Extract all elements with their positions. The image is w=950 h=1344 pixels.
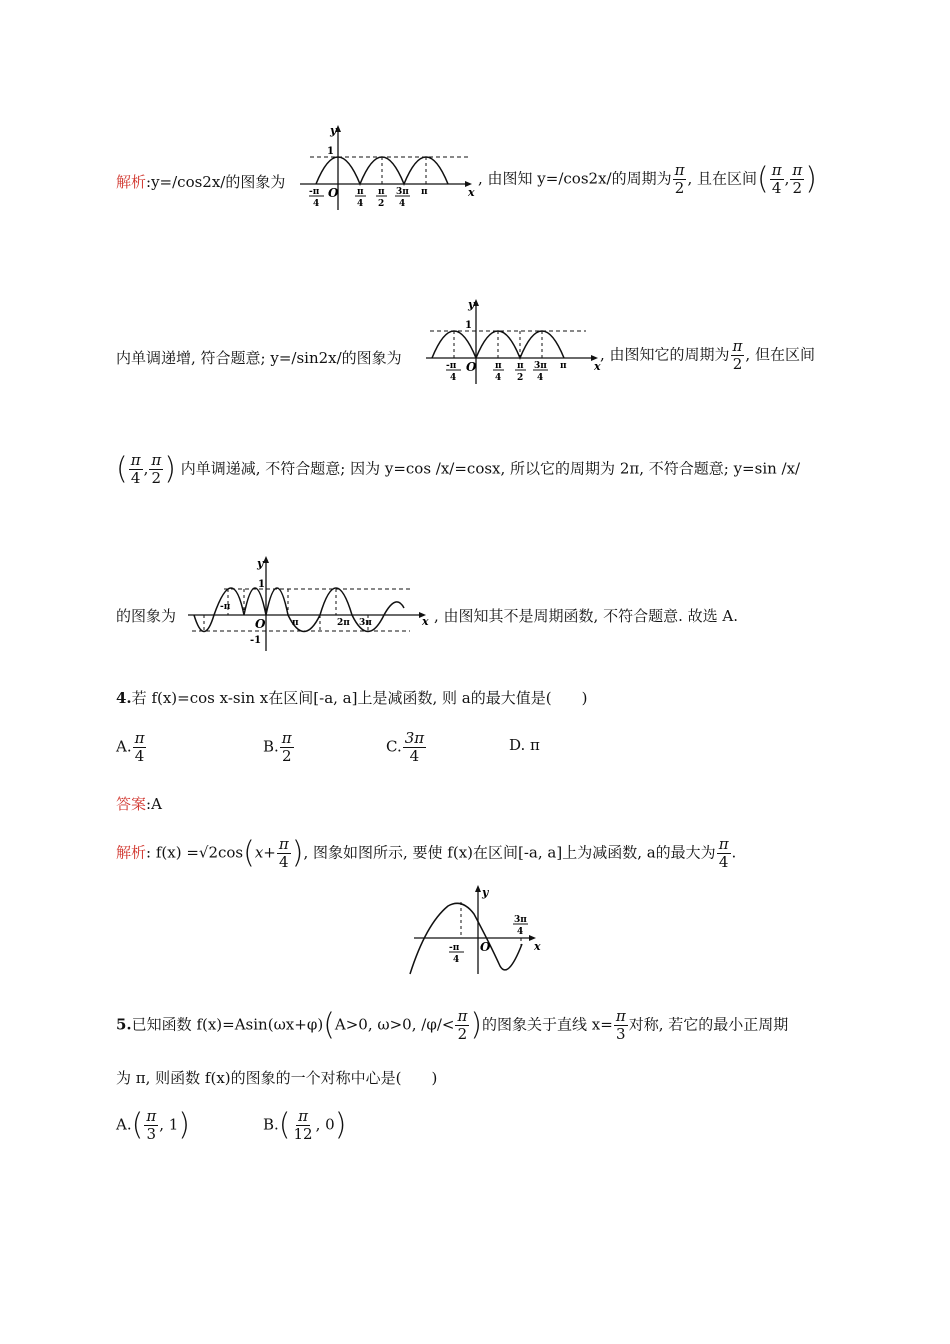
answer-label: 答案 — [116, 795, 147, 813]
text: 内单调递增, 符合题意; y=/sin2x/的图象为 — [116, 349, 402, 367]
tick-den: 2 — [378, 199, 385, 209]
tick-den: 2 — [517, 373, 524, 383]
origin-label: O — [255, 617, 266, 631]
tick-3pi-4: 3π — [396, 187, 409, 197]
x-label: x — [468, 186, 475, 199]
solution3-line3: ( $\frac{\pi}{4}$ , $\frac{\pi}{2}$ ) 内单调递减, 不符合题意; 因为 y=cos /x/=cosx, 所以它的周期为 2π, 不符合题意; y=sin /x/ — [116, 451, 801, 487]
minus-one-label: -1 — [250, 635, 262, 646]
one-label: 1 — [465, 320, 472, 331]
y-label: y — [257, 557, 264, 570]
tick-den: 4 — [450, 373, 457, 383]
text: 若 f(x)=cos x-sin x在区间[-a, a]上是减函数, 则 a的最大值是( ) — [131, 689, 588, 707]
tick-den: 4 — [537, 373, 544, 383]
origin-label: O — [480, 940, 491, 954]
graph-sin-abs-x — [184, 553, 434, 653]
graph-abs-cos2x — [300, 122, 480, 212]
text: 内单调递减, 不符合题意; 因为 y=cos /x/=cosx, 所以它的周期为 2π, 不符合题意; y=sin /x/ — [180, 459, 801, 478]
origin-label: O — [328, 186, 339, 200]
solution-label: 解析 — [116, 843, 147, 862]
graph-sqrt2-cos — [406, 884, 546, 976]
one-label: 1 — [327, 146, 334, 157]
solution4: 解析: f(x) =√2cos(x+ $\frac{\pi}{4}$ ), 图象如图所示, 要使 f(x)在区间[-a, a]上为减函数, a的最大为 $\frac{\pi}{4}$ . — [116, 835, 737, 871]
tick-den: 4 — [453, 955, 460, 965]
tick-den: 4 — [517, 927, 524, 937]
tick-den: 4 — [399, 199, 406, 209]
text: , 且在区间 — [687, 169, 757, 188]
text: , 由图知 y=/cos2x/的周期为 — [478, 169, 672, 188]
tick-minus-pi: -π — [220, 602, 231, 612]
text: 的图象为 — [116, 607, 177, 625]
graph-abs-sin2x — [426, 296, 606, 386]
tick-pi-4: π — [357, 187, 364, 197]
solution3-line2-tail: , 由图知它的周期为 $\frac{\pi}{2}$ , 但在区间 — [600, 337, 815, 373]
tick-2pi: 2π — [337, 618, 350, 628]
answer-value: :A — [146, 795, 162, 813]
tick-pi: π — [421, 187, 428, 197]
tick-3pi-4: 3π — [534, 361, 547, 371]
solution3-line4-tail — [434, 606, 738, 626]
tick-minus-pi-4: -π — [449, 943, 460, 953]
question5-stem-line2: 为 π, 则函数 f(x)的图象的一个对称中心是( ) — [116, 1069, 438, 1087]
tick-minus-pi-4: -π — [446, 361, 457, 371]
option-b[interactable]: B. $\frac{\pi}{2}$ — [263, 729, 292, 765]
question-number: 4. — [116, 689, 132, 707]
question5-stem-line1: 5.已知函数 f(x)=Asin(ωx+φ)(A>0, ω>0, /φ/< $\frac{\pi}{2}$ )的图象关于直线 x= $\frac{\pi}{3}$ 对称, 若它的最小正周期 — [116, 1007, 789, 1043]
option-a[interactable]: A.( $\frac{\pi}{3}$ , 1) — [116, 1107, 190, 1143]
answer4 — [116, 794, 840, 814]
question-number: 5. — [116, 1015, 132, 1034]
text: , 但在区间 — [745, 345, 815, 364]
question4-stem — [116, 688, 840, 708]
tick-pi: π — [292, 618, 299, 628]
y-label: y — [468, 298, 475, 311]
option-a[interactable]: A. $\frac{\pi}{4}$ — [116, 729, 145, 765]
tick-pi-2: π — [517, 361, 524, 371]
tick-den: 4 — [357, 199, 364, 209]
tick-den: 4 — [313, 199, 320, 209]
solution-label: 解析 — [116, 173, 147, 191]
tick-pi-4: π — [495, 361, 502, 371]
y-label: y — [482, 886, 489, 899]
text: , 由图知它的周期为 — [600, 345, 730, 364]
tick-3pi-4: 3π — [514, 915, 527, 925]
tick-pi-2: π — [378, 187, 385, 197]
solution3-line1-tail: , 由图知 y=/cos2x/的周期为 $\frac{\pi}{2}$ , 且在区间( $\frac{\pi}{4}$ , $\frac{\pi}{2}$ ) — [478, 161, 817, 197]
x-label: x — [534, 940, 541, 953]
fraction-pi-2: $\frac{\pi}{2}$ — [674, 161, 685, 197]
text: :y=/cos2x/的图象为 — [146, 173, 286, 191]
tick-3pi: 3π — [359, 618, 372, 628]
tick-pi: π — [560, 361, 567, 371]
y-label: y — [330, 124, 337, 137]
x-label: x — [422, 615, 429, 628]
x-label: x — [594, 360, 601, 373]
tick-minus-pi-4: -π — [309, 187, 320, 197]
text: , 由图知其不是周期函数, 不符合题意. 故选 A. — [434, 607, 738, 625]
one-label: 1 — [258, 579, 265, 590]
option-b[interactable]: B.( $\frac{\pi}{12}$ , 0) — [263, 1107, 347, 1143]
option-d[interactable]: D. π — [509, 736, 540, 754]
tick-den: 4 — [495, 373, 502, 383]
origin-label: O — [466, 360, 477, 374]
option-c[interactable]: C. $\frac{3\pi}{4}$ — [386, 729, 425, 765]
